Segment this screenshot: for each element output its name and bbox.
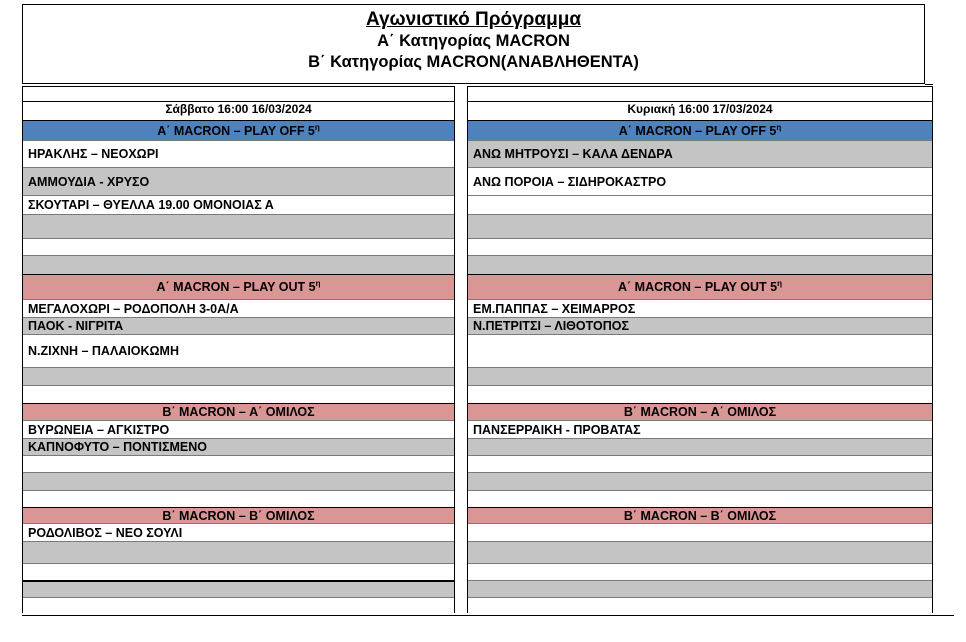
match-row: [23, 195, 454, 214]
section-header-playout: Α΄ MACRON – PLAY OUT $5^\eta$: [23, 274, 454, 299]
empty-row: [468, 580, 932, 597]
match-row: [23, 438, 454, 455]
section-header-b-group-a: [468, 403, 932, 420]
empty-row: [468, 472, 932, 490]
empty-row: [23, 597, 454, 613]
date-header: [468, 101, 932, 120]
empty-row: [468, 455, 932, 472]
match-row: [23, 299, 454, 317]
empty-row: [23, 255, 454, 274]
match-row: [23, 140, 454, 167]
empty-row: [23, 238, 454, 255]
empty-row: [468, 523, 932, 541]
category-a-heading: Α΄ Κατηγορίας MACRON: [377, 32, 570, 50]
section-label: Α΄ MACRON – PLAY OUT 5: [156, 280, 316, 294]
empty-row: [468, 563, 932, 580]
section-label: Α΄ MACRON – PLAY OUT 5: [618, 280, 778, 294]
match-row: [468, 420, 932, 438]
empty-row: [23, 563, 454, 580]
section-label: Β΄ MACRON – Α΄ ΟΜΙΛΟΣ: [162, 405, 315, 419]
empty-row: [23, 490, 454, 507]
page-title: Αγωνιστικό Πρόγραμμα: [365, 9, 582, 30]
match-label: ΒΥΡΩΝΕΙΑ – ΑΓΚΙΣΤΡΟ: [28, 422, 170, 437]
empty-row: [468, 238, 932, 255]
empty-row: [23, 541, 454, 563]
match-row: [468, 299, 932, 317]
date-header: [23, 101, 454, 120]
divider: [925, 84, 933, 85]
empty-row: [23, 580, 454, 597]
match-label: ΠΑΝΣΕΡΡΑΙΚΗ - ΠΡΟΒΑΤΑΣ: [473, 422, 641, 437]
section-header-playoff: Α΄ MACRON – PLAY OFF $5^\eta$: [468, 120, 932, 140]
empty-row: [23, 472, 454, 490]
match-label: ΡΟΔΟΛΙΒΟΣ – ΝΕΟ ΣΟΥΛΙ: [28, 525, 183, 540]
empty-row: [468, 195, 932, 214]
section-label: Α΄ MACRON – PLAY OFF 5: [618, 123, 777, 138]
section-header-playout: Α΄ MACRON – PLAY OUT $5^\eta$: [468, 274, 932, 299]
match-label: ΑΝΩ ΠΟΡΟΙΑ – ΣΙΔΗΡΟΚΑΣΤΡΟ: [473, 174, 667, 189]
match-label: ΕΜ.ΠΑΠΠΑΣ – ΧΕΙΜΑΡΡΟΣ: [473, 301, 636, 316]
match-label: ΑΝΩ ΜΗΤΡΟΥΣΙ – ΚΑΛΑ ΔΕΝΔΡΑ: [473, 147, 673, 161]
section-header-b-group-b: [23, 507, 454, 523]
blank-row: [23, 87, 454, 101]
section-header-b-group-b: [468, 507, 932, 523]
empty-row: [468, 214, 932, 238]
empty-row: [23, 385, 454, 403]
empty-row: [468, 597, 932, 613]
date-label: Κυριακή 16:00 17/03/2024: [627, 102, 773, 116]
match-label: Ν.ΠΕΤΡΙΤΣΙ – ΛΙΘΟΤΟΠΟΣ: [473, 319, 629, 333]
empty-row: [468, 255, 932, 274]
divider: [22, 615, 954, 616]
category-b-heading: Β΄ Κατηγορίας MACRON(ΑΝΑΒΛΗΘΕΝΤΑ): [308, 53, 639, 71]
schedule-header: [22, 4, 925, 84]
section-header-b-group-a: [23, 403, 454, 420]
match-row: [23, 334, 454, 367]
empty-row: [468, 367, 932, 385]
match-row: [23, 523, 454, 541]
match-label: ΣΚΟΥΤΑΡΙ – ΘΥΕΛΛΑ 19.00 ΟΜΟΝΟΙΑΣ Α: [28, 198, 274, 212]
section-label: Β΄ MACRON – Α΄ ΟΜΙΛΟΣ: [623, 405, 777, 419]
match-row: [468, 167, 932, 195]
match-label: ΚΑΠΝΟΦΥΤΟ – ΠΟΝΤΙΣΜΕΝΟ: [28, 440, 207, 454]
empty-row: [468, 334, 932, 367]
match-row: [468, 140, 932, 167]
match-row: [23, 420, 454, 438]
date-label: Σάββατο 16:00 16/03/2024: [165, 102, 312, 116]
empty-row: [468, 490, 932, 507]
empty-row: [23, 214, 454, 238]
section-header-playoff: Α΄ MACRON – PLAY OFF $5^\eta$: [23, 120, 454, 140]
match-label: ΠΑΟΚ - ΝΙΓΡΙΤΑ: [28, 319, 124, 333]
saturday-column: [22, 86, 455, 613]
section-label: Β΄ MACRON – Β΄ ΟΜΙΛΟΣ: [623, 508, 777, 523]
match-row: [23, 317, 454, 334]
empty-row: [23, 367, 454, 385]
empty-row: [23, 455, 454, 472]
section-label: Β΄ MACRON – Β΄ ΟΜΙΛΟΣ: [162, 508, 315, 523]
section-label: Α΄ MACRON – PLAY OFF 5: [157, 123, 315, 138]
empty-row: [468, 541, 932, 563]
match-row: [468, 317, 932, 334]
empty-row: [468, 385, 932, 403]
blank-row: [468, 87, 932, 101]
match-row: [23, 167, 454, 195]
match-label: ΗΡΑΚΛΗΣ – ΝΕΟΧΩΡΙ: [28, 147, 159, 161]
match-label: ΜΕΓΑΛΟΧΩΡΙ – ΡΟΔΟΠΟΛΗ 3-0Α/Α: [28, 301, 239, 316]
sunday-column: [467, 86, 933, 613]
empty-row: [468, 438, 932, 455]
match-label: ΑΜΜΟΥΔΙΑ - ΧΡΥΣΟ: [28, 174, 150, 189]
match-label: Ν.ΖΙΧΝΗ – ΠΑΛΑΙΟΚΩΜΗ: [28, 344, 180, 358]
